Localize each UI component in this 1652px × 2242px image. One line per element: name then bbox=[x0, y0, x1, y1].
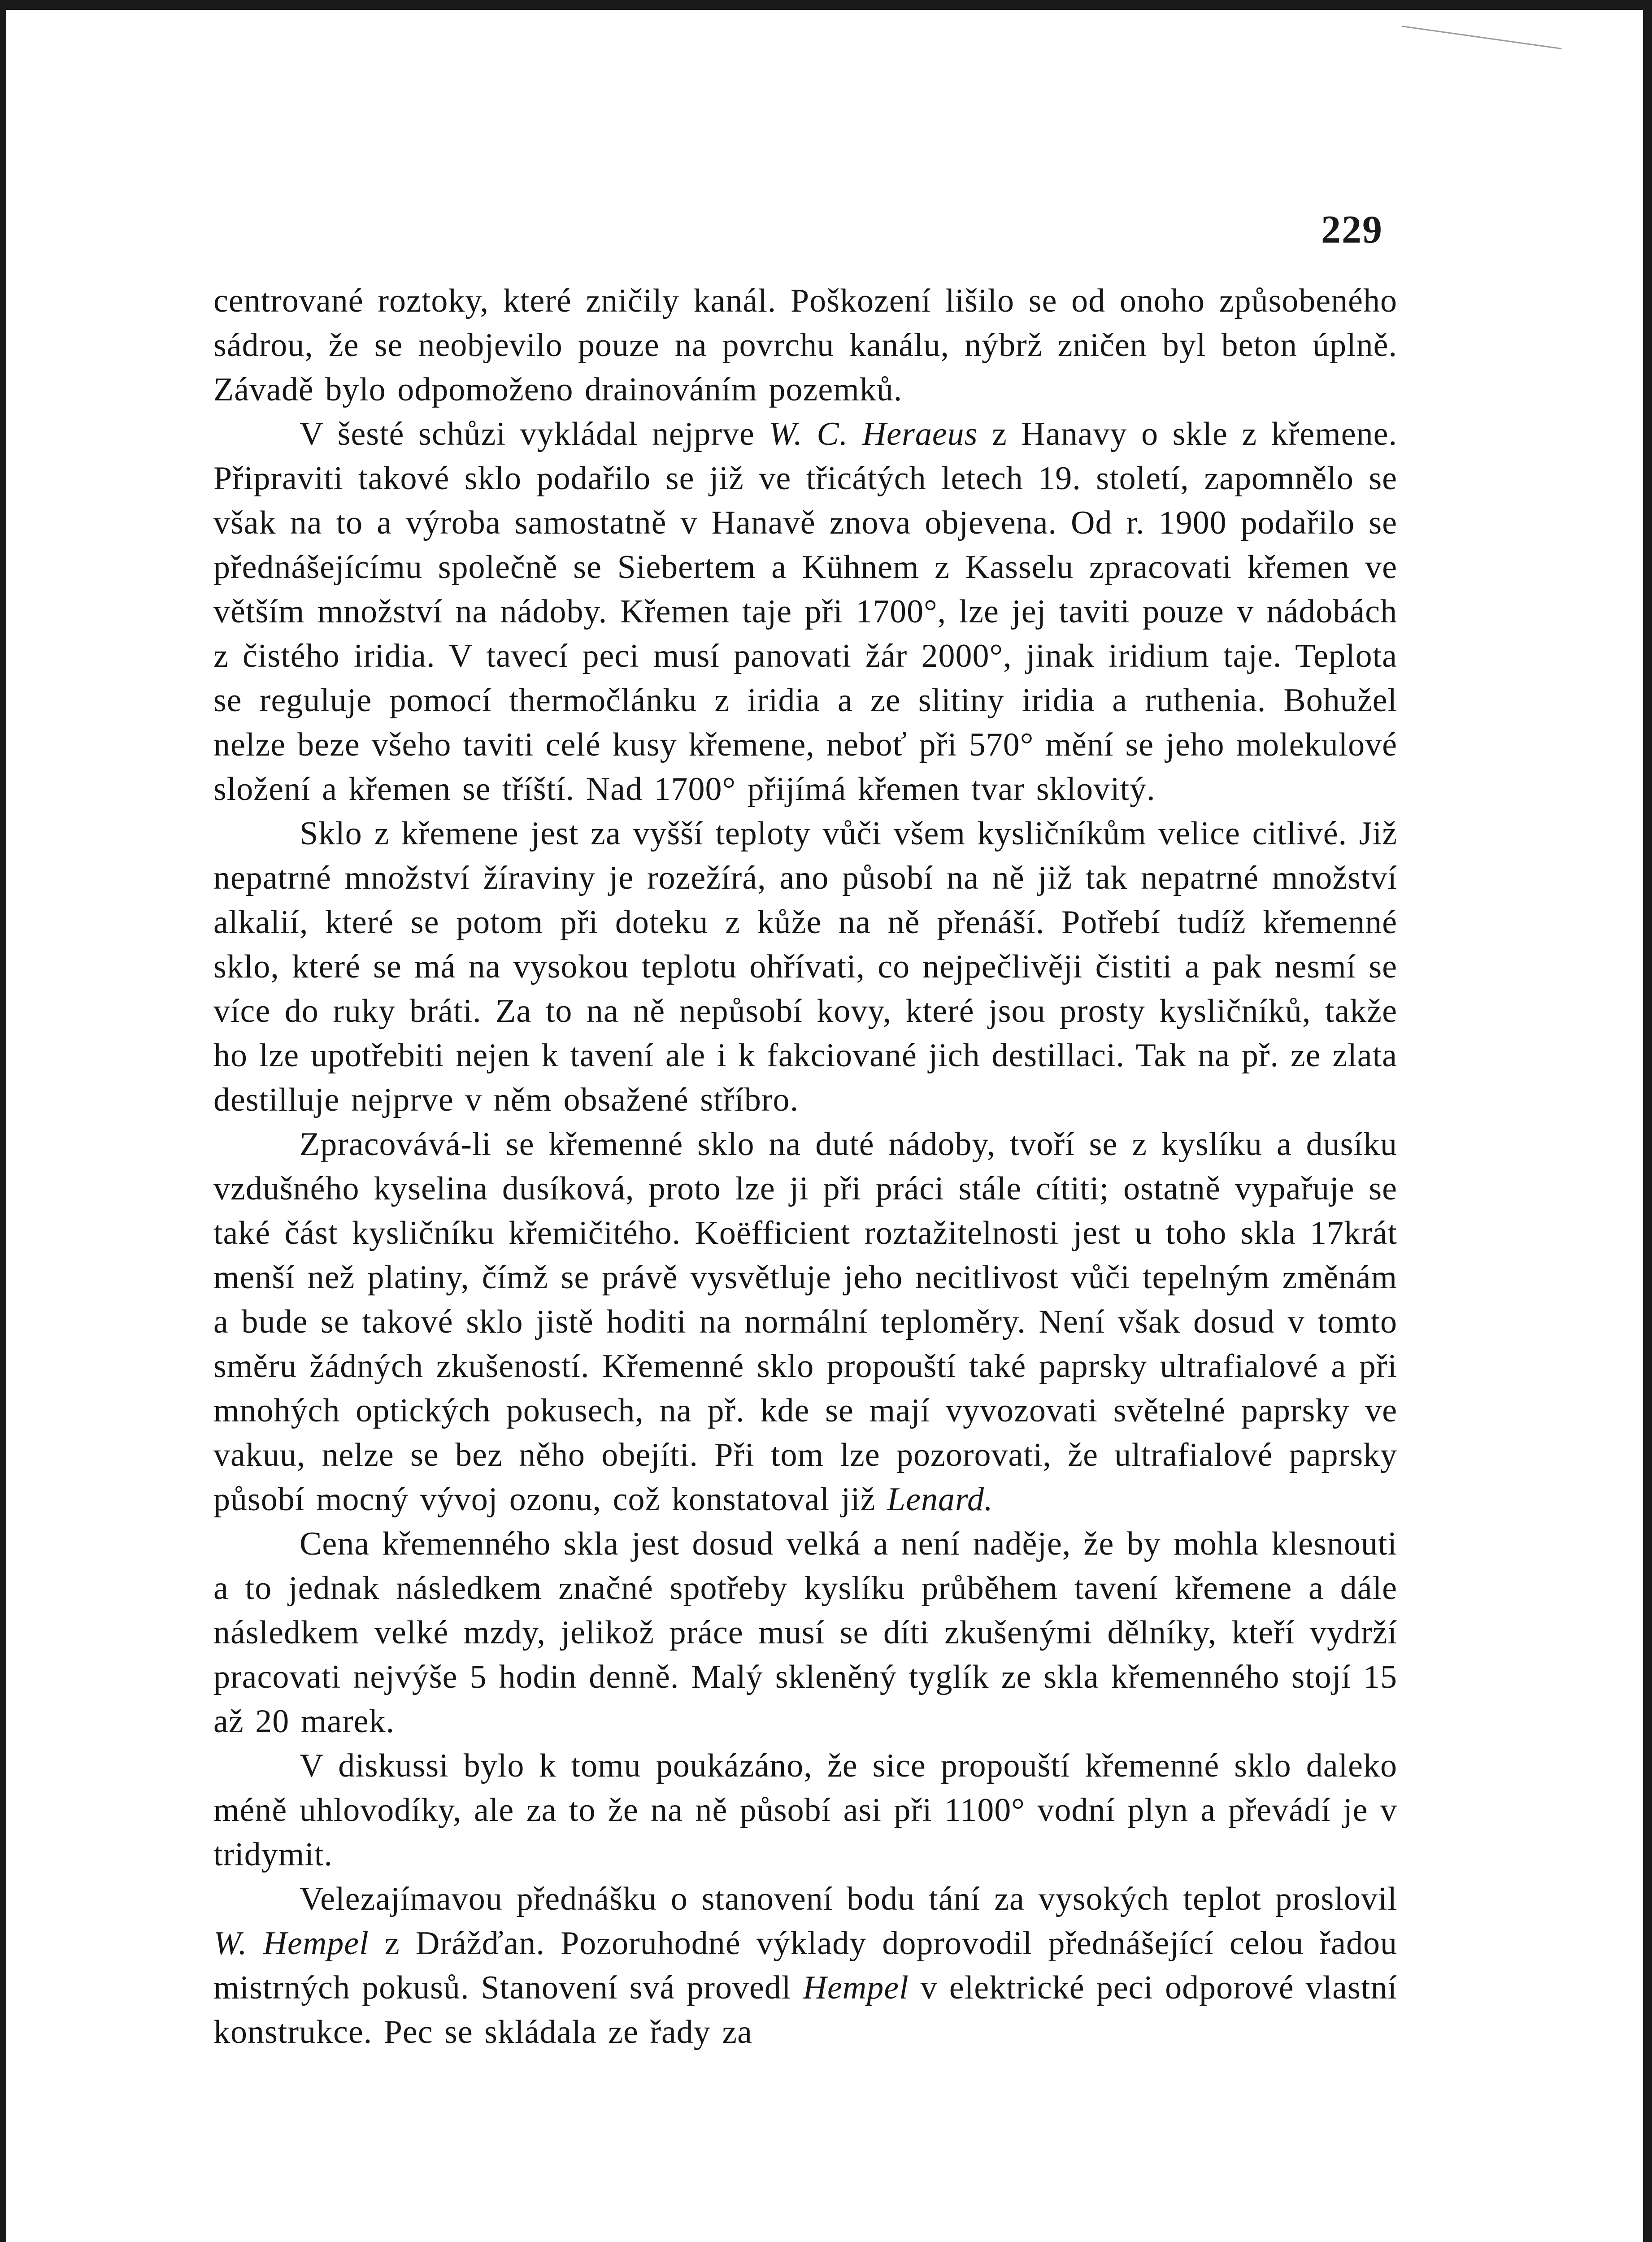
scan-artifact-line bbox=[1402, 26, 1562, 49]
text-run: Cena křemenného skla jest dosud velká a není naděje, že by mohla klesnouti a to jednak následkem značné spotřeby kyslíku průběhem tavení křemene a dále následkem velké mzdy, jelikož práce musí se díti zkušenými dělníky, kteří vydrží pracovati nejvýše 5 hodin denně. Malý skleněný tyglík ze skla křemenného stojí 15 až 20 marek. bbox=[213, 1525, 1397, 1740]
paragraph bbox=[213, 1122, 1397, 1522]
text-run: z Drážďan. Pozoruhodné výklady doprovodil přednášející celou řadou mistrných pokusů. Stanovení svá provedl bbox=[213, 1925, 1397, 2006]
text-run: Sklo z křemene jest za vyšší teploty vůči všem kysličníkům velice citlivé. Již nepatrné množství žíraviny je rozežírá, ano působí na ně již tak nepatrné množství alkalií, které se potom při doteku z kůže na ně přenáší. Potřebí tudíž křemenné sklo, které se má na vysokou teplotu ohřívati, co nejpečlivěji čistiti a pak nesmí se více do ruky bráti. Za to na ně nepůsobí kovy, které jsou prosty kysličníků, takže ho lze upotřebiti nejen k tavení ale i k fakciované jich destillaci. Tak na př. ze zlata destilluje nejprve v něm obsažené stříbro. bbox=[213, 815, 1397, 1118]
text-run: z Hanavy o skle z křemene. Připraviti takové sklo podařilo se již ve třicátých letech 19. století, zapomnělo se však na to a výroba samostatně v Hanavě znova objevena. Od r. 1900 podařilo se přednášejícímu společně se Siebertem a Kühnem z Kasselu zpracovati křemen ve větším množství na nádoby. Křemen taje při 1700°, lze jej taviti pouze v nádobách z čistého iridia. V tavecí peci musí panovati žár 2000°, jinak iridium taje. Teplota se reguluje pomocí thermočlánku z iridia a ze slitiny iridia a ruthenia. Bohužel nelze beze všeho taviti celé kusy křemene, neboť při 570° mění se jeho molekulové složení a křemen se tříští. Nad 1700° přijímá křemen tvar sklovitý. bbox=[213, 416, 1398, 808]
scanned-page bbox=[6, 10, 1643, 2242]
paragraph bbox=[213, 279, 1397, 412]
paragraph bbox=[213, 1522, 1397, 1744]
paragraph bbox=[213, 1877, 1397, 2055]
paragraph bbox=[213, 812, 1397, 1122]
text-run: v elektrické peci odporové vlastní konstrukce. Pec se skládala ze řady za bbox=[213, 1969, 1397, 2051]
paragraph bbox=[213, 1744, 1397, 1877]
paragraph bbox=[213, 412, 1397, 812]
text-run: V šesté schůzi vykládal nejprve bbox=[300, 416, 769, 452]
text-run: Zpracovává-li se křemenné sklo na duté nádoby, tvoří se z kyslíku a dusíku vzdušného kyselina dusíková, proto lze ji při práci stále cítiti; ostatně vypařuje se také část kysličníku křemičitého. Koëfficient roztažitelnosti jest u toho skla 17krát menší než platiny, čímž se právě vysvětluje jeho necitlivost vůči tepelným změnám a bude se takové sklo jistě hoditi na normální teploměry. Není však dosud v tomto směru žádných zkušeností. Křemenné sklo propouští také paprsky ultrafialové a při mnohých optických pokusech, na př. kde se mají vyvozovati světelné paprsky ve vakuu, nelze se bez něho obejíti. Při tom lze pozorovati, že ultrafialové paprsky působí mocný vývoj ozonu, což konstatoval již bbox=[213, 1126, 1397, 1518]
person-name: Lenard. bbox=[887, 1481, 993, 1518]
person-name: Hempel bbox=[803, 1969, 909, 2006]
page-number: 229 bbox=[1321, 208, 1383, 252]
body-text bbox=[213, 279, 1397, 2055]
person-name: W. Hempel bbox=[213, 1925, 369, 1962]
text-run: V diskussi bylo k tomu poukázáno, že sice propouští křemenné sklo daleko méně uhlovodíky, ale za to že na ně působí asi při 1100° vodní plyn a převádí je v tridymit. bbox=[213, 1747, 1397, 1873]
text-run: centrované roztoky, které zničily kanál. Poškození lišilo se od onoho způsobeného sádrou, že se neobjevilo pouze na povrchu kanálu, nýbrž zničen byl beton úplně. Závadě bylo odpomoženo drainováním pozemků. bbox=[213, 282, 1397, 408]
text-run: Velezajímavou přednášku o stanovení bodu tání za vysokých teplot proslovil bbox=[300, 1881, 1397, 1917]
person-name: W. C. Heraeus bbox=[769, 416, 978, 452]
